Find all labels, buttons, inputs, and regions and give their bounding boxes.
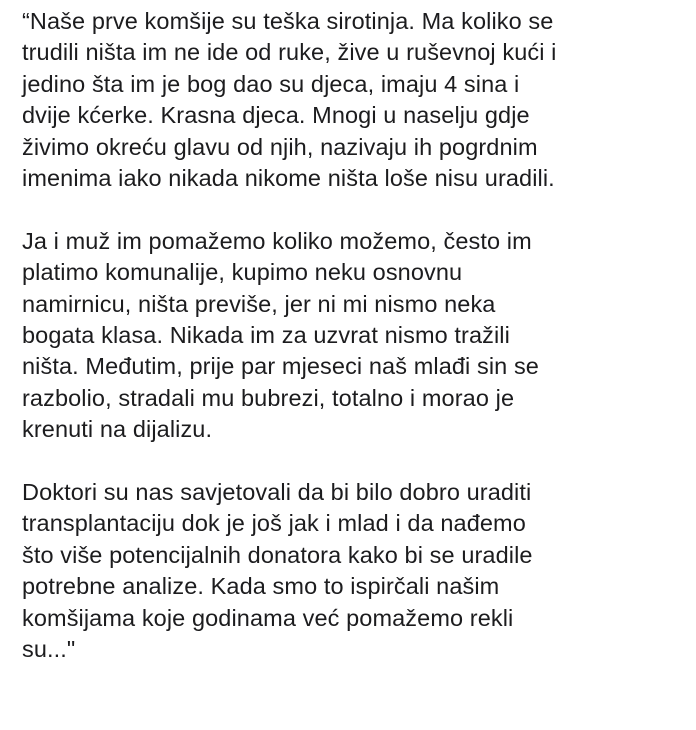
text-line: “Naše prve komšije su teška sirotinja. Ma koliko se — [22, 8, 554, 34]
text-line: Ja i muž im pomažemo koliko možemo, često im — [22, 227, 532, 254]
text-line: jedino šta im je bog dao su djeca, imaju 4 sina i — [22, 70, 520, 97]
text-line: krenuti na dijalizu. — [22, 416, 213, 443]
text-line: namirnicu, ništa previše, jer ni mi nismo neka — [22, 290, 496, 317]
text-line: što više potencijalnih donatora kako bi se uradile — [22, 541, 533, 568]
text-line: razbolio, stradali mu bubrezi, totalno i morao je — [22, 384, 515, 411]
text-line: su..." — [22, 636, 76, 663]
paragraph-3 — [22, 477, 696, 665]
text-line: imenima iako nikada nikome ništa loše nisu uradili. — [22, 165, 555, 192]
post-text — [22, 6, 696, 666]
text-line: ništa. Međutim, prije par mjeseci naš mlađi sin se — [22, 353, 539, 380]
text-line: živimo okreću glavu od njih, nazivaju ih pogrdnim — [22, 133, 538, 160]
text-line: trudili ništa im ne ide od ruke, žive u ruševnoj kući i — [22, 39, 557, 66]
text-line: dvije kćerke. Krasna djeca. Mnogi u naselju gdje — [22, 102, 530, 129]
text-line: komšijama koje godinama već pomažemo rekli — [22, 604, 514, 631]
text-line: transplantaciju dok je još jak i mlad i da nađemo — [22, 510, 526, 537]
text-line: potrebne analize. Kada smo to ispirčali našim — [22, 573, 500, 600]
paragraph-1 — [22, 6, 696, 194]
paragraph-2 — [22, 226, 696, 446]
text-line: bogata klasa. Nikada im za uzvrat nismo tražili — [22, 322, 510, 349]
text-line: platimo komunalije, kupimo neku osnovnu — [22, 259, 463, 286]
text-line: Doktori su nas savjetovali da bi bilo dobro uraditi — [22, 479, 532, 506]
